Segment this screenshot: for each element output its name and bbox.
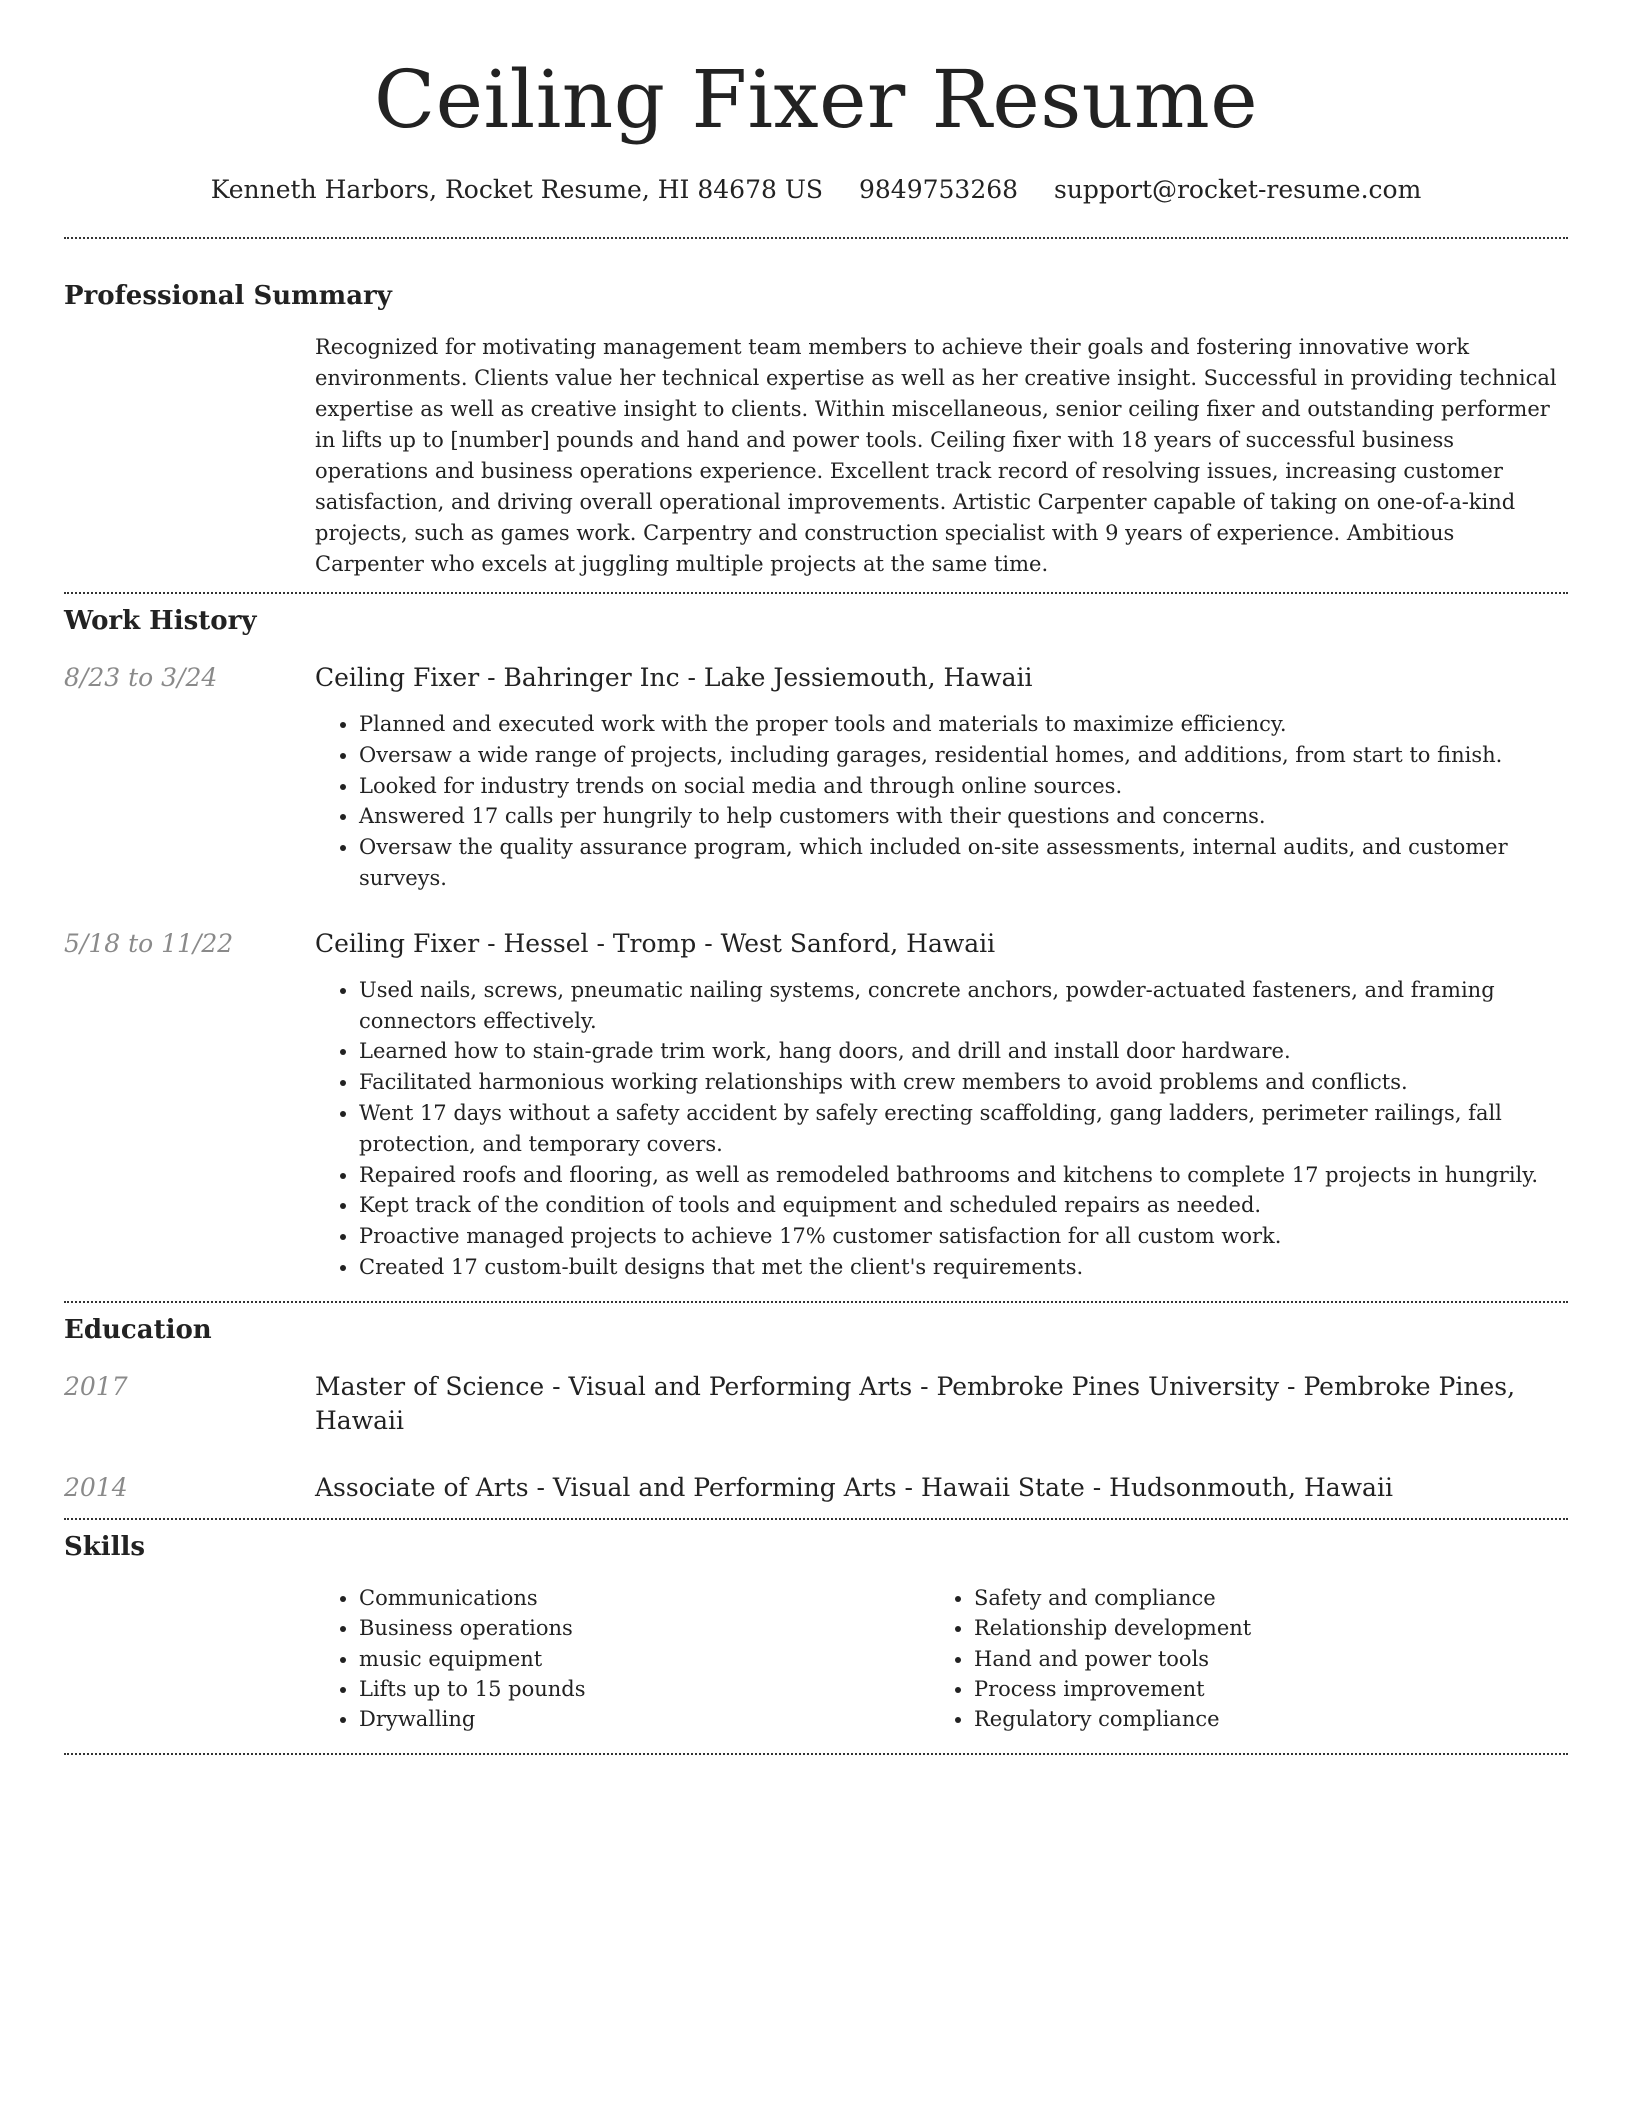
skill-item: • Relationship development (974, 1613, 1545, 1643)
skill-item: • Communications (359, 1583, 930, 1613)
list-item: • Learned how to stain-grade trim work, hang doors, and drill and install door hardware. (359, 1036, 1569, 1067)
list-item: • Facilitated harmonious working relationships with crew members to avoid problems and conflicts. (359, 1067, 1569, 1098)
list-item: • Proactive managed projects to achieve 17% customer satisfaction for all custom work. (359, 1221, 1569, 1252)
resume-page (64, 0, 1568, 1755)
skills-list-right (930, 1583, 1545, 1735)
divider (64, 592, 1568, 594)
list-item: • Looked for industry trends on social media and through online sources. (359, 771, 1569, 802)
job-title: Ceiling Fixer - Hessel - Tromp - West Sanford, Hawaii (315, 928, 996, 958)
skill-item: • Safety and compliance (974, 1583, 1545, 1613)
skills-list-left (315, 1583, 930, 1735)
section-heading-skills: Skills (64, 1531, 146, 1562)
skill-item: • Hand and power tools (974, 1644, 1545, 1674)
education-entry (64, 1370, 1568, 1438)
list-item: • Repaired roofs and flooring, as well as remodeled bathrooms and kitchens to complete 17 projects in hungrily. (359, 1160, 1569, 1191)
education-year: 2017 (64, 1371, 128, 1401)
education-degree: Master of Science - Visual and Performing Arts - Pembroke Pines University - Pembroke Pines, Hawaii (315, 1371, 1516, 1435)
skill-item: • Lifts up to 15 pounds (359, 1674, 930, 1704)
contact-line (64, 174, 1568, 206)
job-dates: 5/18 to 11/22 (64, 928, 234, 958)
section-heading-education: Education (64, 1314, 212, 1345)
job-entry (64, 661, 1568, 894)
skills-columns (315, 1583, 1568, 1735)
section-heading-summary: Professional Summary (64, 281, 392, 311)
section-heading-work-history: Work History (64, 606, 257, 636)
page-title: Ceiling Fixer Resume (373, 53, 1259, 146)
skill-item: • Business operations (359, 1613, 930, 1643)
education-degree: Associate of Arts - Visual and Performing Arts - Hawaii State - Hudsonmouth, Hawaii (315, 1472, 1393, 1502)
list-item: • Created 17 custom-built designs that met the client's requirements. (359, 1252, 1569, 1283)
job-entry (64, 927, 1568, 1283)
education-entry (64, 1471, 1568, 1505)
job-dates: 8/23 to 3/24 (64, 663, 218, 692)
job-title: Ceiling Fixer - Bahringer Inc - Lake Jessiemouth, Hawaii (315, 663, 1033, 692)
skill-item: • Drywalling (359, 1704, 930, 1734)
list-item: • Planned and executed work with the proper tools and materials to maximize efficiency. (359, 709, 1569, 740)
list-item: • Oversaw a wide range of projects, including garages, residential homes, and additions, from start to finish. (359, 740, 1569, 771)
skill-item: • music equipment (359, 1644, 930, 1674)
skill-item: • Regulatory compliance (974, 1704, 1545, 1734)
skill-item: • Process improvement (974, 1674, 1545, 1704)
list-item: • Answered 17 calls per hungrily to help customers with their questions and concerns. (359, 801, 1569, 832)
divider (64, 237, 1568, 239)
divider (64, 1753, 1568, 1755)
list-item: • Went 17 days without a safety accident by safely erecting scaffolding, gang ladders, perimeter railings, fall protection, and temporary covers. (359, 1098, 1569, 1160)
education-year: 2014 (64, 1472, 128, 1502)
divider (64, 1518, 1568, 1520)
job-bullets (359, 709, 1569, 894)
contact-email: support@rocket-resume.com (1054, 175, 1422, 204)
contact-address: Kenneth Harbors, Rocket Resume, HI 84678 US (210, 175, 824, 204)
list-item: • Used nails, screws, pneumatic nailing systems, concrete anchors, powder-actuated fasteners, and framing connectors effectively. (359, 975, 1569, 1037)
list-item: • Kept track of the condition of tools and equipment and scheduled repairs as needed. (359, 1190, 1569, 1221)
contact-phone: 9849753268 (858, 175, 1019, 204)
summary-text: Recognized for motivating management team members to achieve their goals and fostering innovative work environments. Clients value her technical expertise as well as her creative insight. Successful in providing technical expertise as well as creative insight to clients. Within miscellaneous, senior ceiling fixer and outstanding performer in lifts up to [number] pounds and hand and power tools. Ceiling fixer with 18 years of successful business operations and business operations experience. Excellent track record of resolving issues, increasing customer satisfaction, and driving overall operational improvements. Artistic Carpenter capable of taking on one-of-a-kind projects, such as games work. Carpentry and construction specialist with 9 years of experience. Ambitious Carpenter who excels at juggling multiple projects at the same time. (315, 335, 1557, 576)
job-bullets (359, 975, 1569, 1283)
list-item: • Oversaw the quality assurance program, which included on-site assessments, internal audits, and customer surveys. (359, 832, 1569, 894)
divider (64, 1301, 1568, 1303)
